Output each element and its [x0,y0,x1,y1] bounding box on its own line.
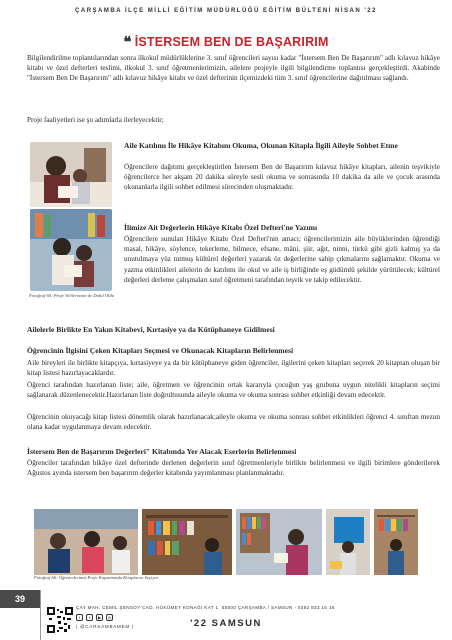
footer-brand: '22 SAMSUN [190,618,262,629]
bulletin-header: ÇARŞAMBA İLÇE MİLLİ EĞİTİM MÜDÜRLÜĞÜ EĞİTİM BÜLTENİ NİSAN '22 [75,8,377,14]
photo-family-reading [30,142,112,207]
strip-photo-1 [34,509,138,575]
strip-caption: Fotoğraf 66: Öğrencilerimiz Proje Kapsamında Kitaplarını Seçiyor [34,575,159,580]
section-values-book-text: Öğrenciler tarafından hikâye özel defterinde derlenen değerlerin sınıf öğretmenleriyle birlikte belirlenmesi ve ilgili birimlere gönderilerek Ağustos ayında istersem ben başarırım değerler kitabında yayımlanması planlanmaktadır. [27,459,440,478]
youtube-icon[interactable]: ▶ [97,615,102,620]
section-family-reading-title: Aile Katılımı İle Hikâye Kitabını Okuma, Okunan Kitapla İlgili Aileyle Sohbet Etme [124,141,398,150]
photo-child-reading [30,209,112,291]
strip-photo-3 [236,509,322,575]
section-book-selection-title: Öğrencinin İlgisini Çeken Kitapları Seçmesi ve Okunacak Kitapların Belirlenmesi [27,346,294,355]
section-book-selection-text-2: Öğrenci tarafından hazırlanan liste; aile, öğretmen ve öğrencinin ortak kararıyla çocuğun yaş grubuna uygun nitelikli kitapların seçimi sağlanarak düzenlenecektir.Hazırlanan liste doğrultusunda aileyle okuma ve okuma sonrası sohbet etkinliği devam edecektir. [27,381,440,400]
article-title [0,33,452,51]
section-family-reading-text: Öğrencilere dağıtımı gerçekleştirilen İstersem Ben de Başarırım kılavuz hikâye kitapları, ailenin teşvikiyle öğrencilerce her akşam 20 dakika süreyle sesli okuma ve sonrasında 10 dakika da aile ve çocuk arasında okunanlarla ilgili sohbet edilmesi sürecinden oluşmaktadır. [124,163,440,192]
footer-divider [40,590,41,640]
photo-strip [34,509,418,575]
section-values-book-title: İstersem Ben de Başarırım Değerleri" Kitabında Yer Alacak Eserlerin Belirlenmesi [27,447,297,456]
social-handle: | @CARSAMBAMEM | [76,624,134,629]
section-notebook-text: Öğrencilere sunulan Hikâye Kitabı Özel Defteri'nin amacı; öğrencilerimizin aile büyüklerinden öğrendiği masal, hikâye, söylence, tekerleme, bilmece, efsane, mâni, şiir, ağıt, ninni, türkü gibi gizli kalmış ya da unutulmaya yüz tutmuş kültürel değerleri yazarak öz değerlerine sahip çıkmalarını sağlamaktır. Okuma ve yazma etkinlikleri ailelerin de katılımı ile okul ve aile iş birliğinde eş güdümlü şekilde yürütülecek; kültürel değerleri derleme çalışmaları sınıf öğretmeni tarafından teşvik ve takip edilecektir. [124,235,440,284]
section-book-selection-text-3: Öğrencinin okuyacağı kitap listesi dönemlik olarak hazırlanacak;aileyle okuma ve okuma sonrası sohbet etkinlikleri öğrenci 4. sınıftan mezun olana kadar uygulanmaya devam edecektir. [27,413,440,432]
strip-photo-2 [142,509,232,575]
article-title-text: İSTERSEM BEN DE BAŞARIRIM [134,35,329,49]
quote-icon: ❝ [123,33,132,51]
instagram-icon[interactable]: ◎ [107,615,112,620]
strip-photo-4 [326,509,370,575]
section-book-selection-text-1: Aile bireyleri ile birlikte kitapçıya, kırtasiyeye ya da bir kütüphaneye giden öğrenciler, ilgilerini çeken kitapları seçerek 20 kitaptan oluşan bir kitap listesi hazırlayacaklardır. [27,359,440,378]
photo-caption: Fotoğraf 60: Proje Velilerimize de Dahil Oldu [29,293,115,298]
twitter-icon[interactable]: t [86,614,93,621]
page-number: 39 [0,590,40,608]
section-bookstore-title: Ailelerle Birlikte En Yakın Kitabevi, Kırtasiye ya da Kütüphaneye Gidilmesi [27,325,275,334]
strip-photo-5 [374,509,418,575]
facebook-icon[interactable]: f [76,614,83,621]
section-notebook-title: İlimize Ait Değerlerin Hikâye Kitabı Özel Defteri'ne Yazımı [124,223,318,232]
intro-paragraph: Bilgilendirilme toplantılarından sonra ilkokul müdürlüklerine 3. sınıf öğrencileri sayısı kadar "İstersem Ben De Başarırım" adlı kılavuz hikâye kitabı ve özel defterleri teslimi, ilkokul 3. sınıf öğretmenlerimizin, ailelere projeyle ilgili bilgilendirme toplantısı gerçekleştirdi. Akabinde "İstersem Ben De Başarırım" adlı kılavuz hikâye kitabı ve özel defterinin ilçemizdeki tüm 3. sınıf öğrencilerine dağıtılması sağlandı. [27,54,440,83]
intro-steps-text: Proje faaliyetleri ise şu adımlarla ilerleyecektir; [27,116,164,124]
footer-address: ÇAY MAH. CEMİL ŞENSOY CAD. HÜKÜMET KONAĞI KAT 1, 55500 ÇARŞAMBA / SAMSUN - 0362 833 16 16 [76,605,335,610]
